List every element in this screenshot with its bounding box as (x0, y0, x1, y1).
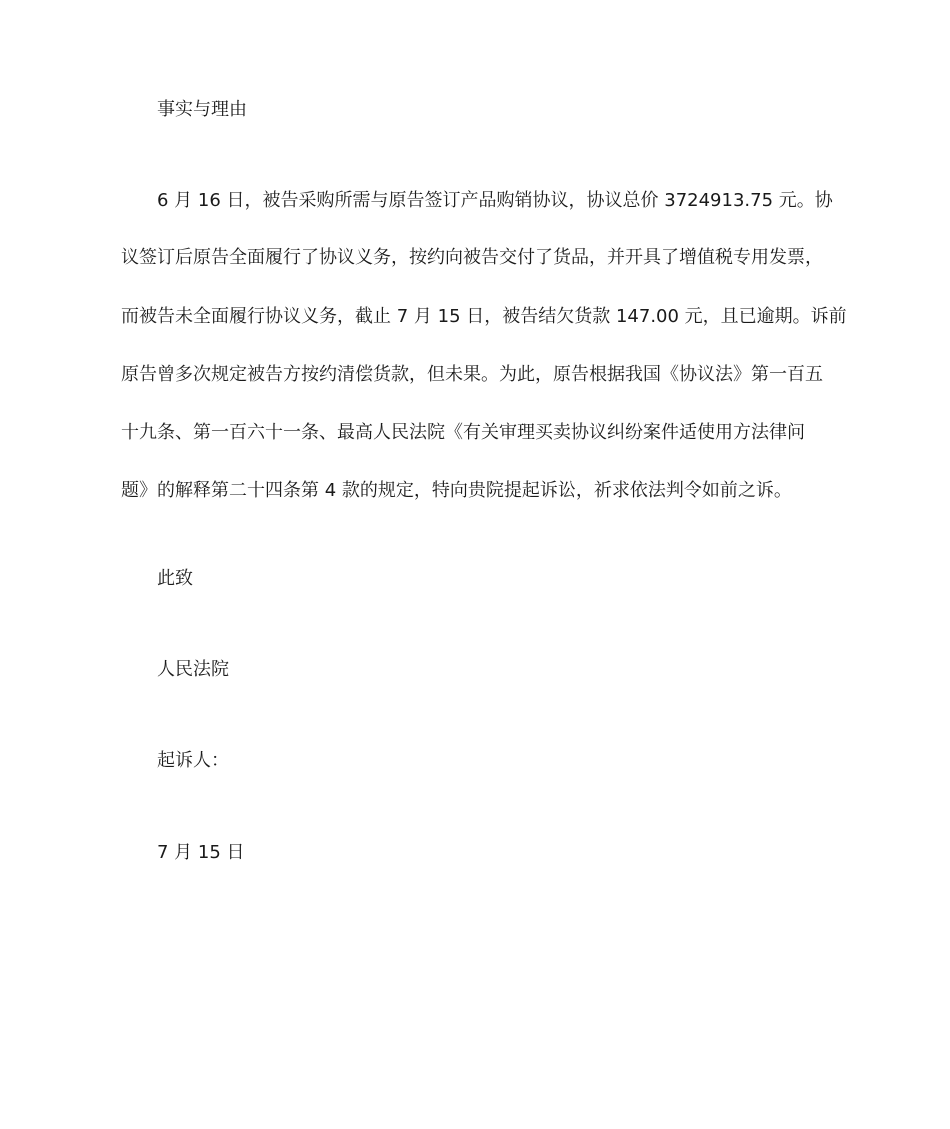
paragraph-line: 6 月 16 日，被告采购所需与原告签订产品购销协议，协议总价 3724913.75 元。协 (157, 190, 833, 211)
closing-salutation: 此致 (157, 568, 193, 589)
paragraph-line: 议签订后原告全面履行了协议义务，按约向被告交付了货品，并开具了增值税专用发票， (121, 247, 823, 268)
plaintiff-label: 起诉人： (157, 750, 229, 771)
paragraph-line: 而被告未全面履行协议义务，截止 7 月 15 日，被告结欠货款 147.00 元，且已逾期。诉前 (121, 306, 847, 327)
section-heading: 事实与理由 (157, 99, 247, 120)
paragraph-line: 原告曾多次规定被告方按约清偿货款，但未果。为此，原告根据我国《协议法》第一百五 (121, 364, 823, 385)
paragraph-line: 十九条、第一百六十一条、最高人民法院《有关审理买卖协议纠纷案件适使用方法律问 (121, 422, 805, 443)
paragraph-line: 题》的解释第二十四条第 4 款的规定，特向贵院提起诉讼，祈求依法判令如前之诉。 (121, 480, 792, 501)
document-date: 7 月 15 日 (157, 842, 245, 863)
court-addressee: 人民法院 (157, 659, 229, 680)
